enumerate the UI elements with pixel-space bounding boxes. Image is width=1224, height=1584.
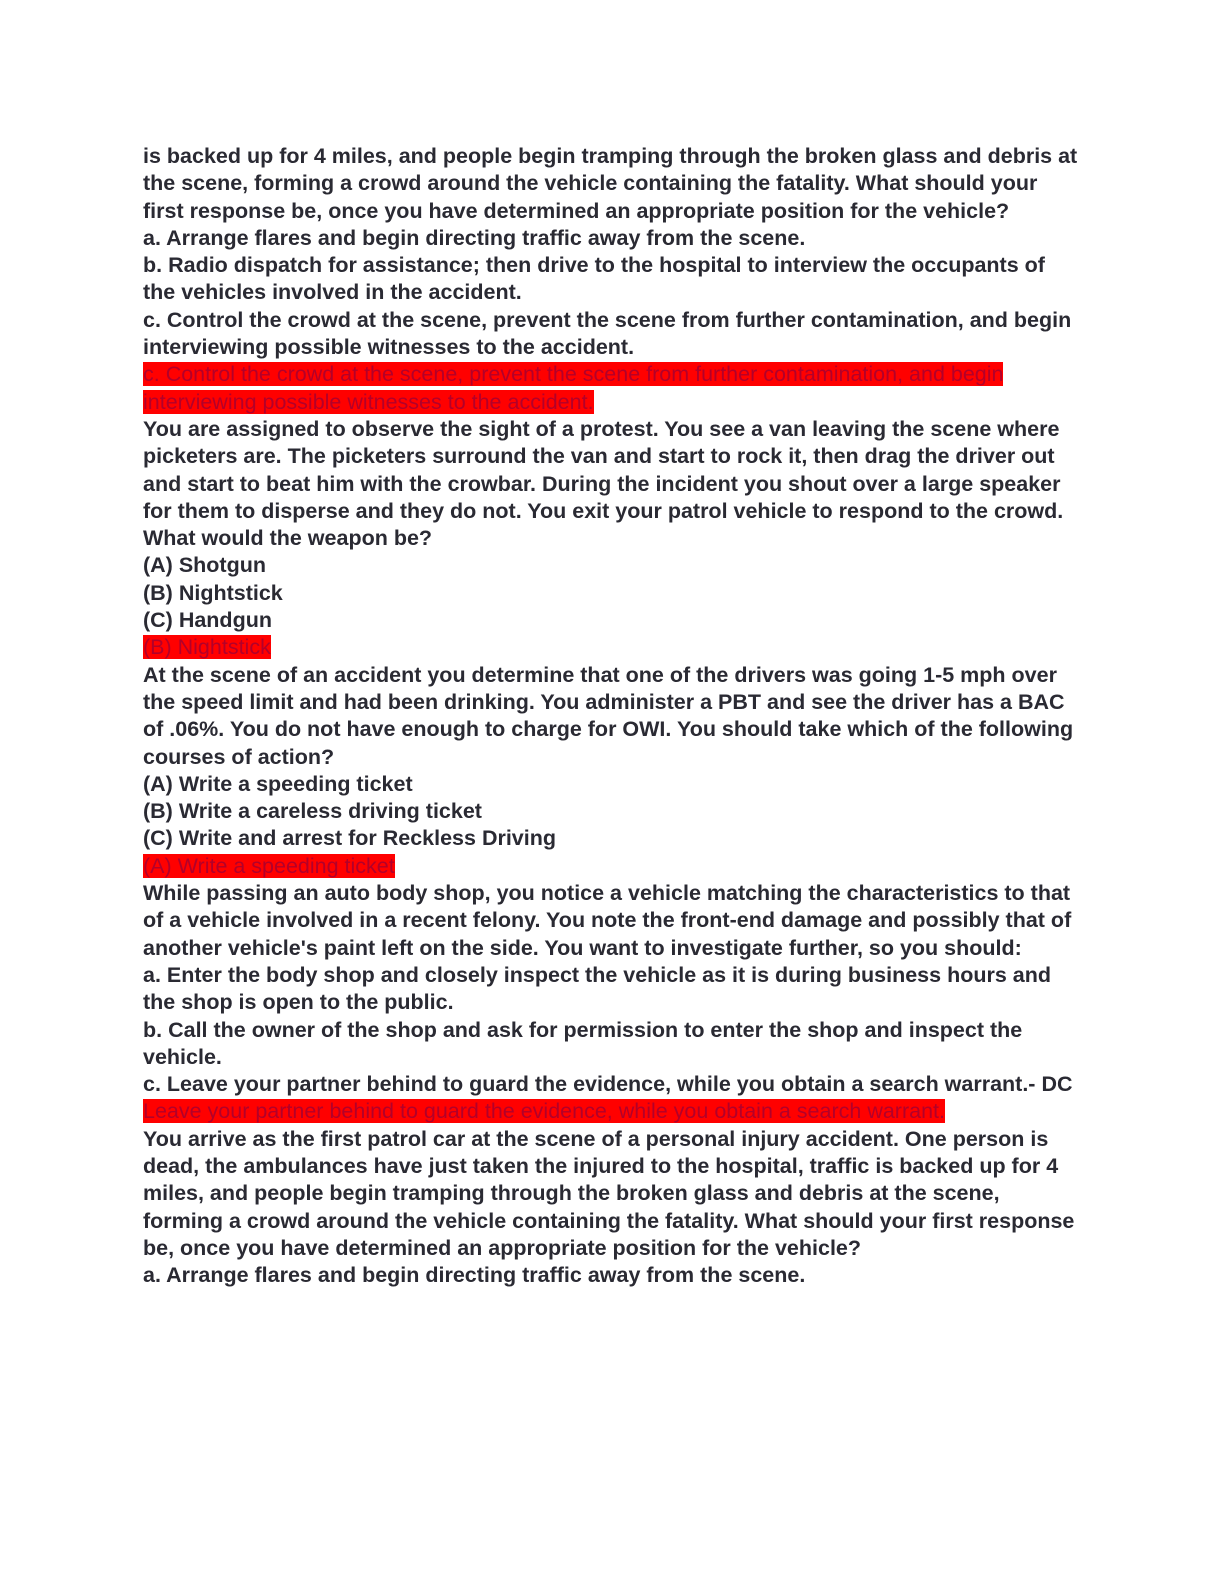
question-text: While passing an auto body shop, you notice a vehicle matching the characteristics to that of a vehicle involved in a recent felony. You note the front-end damage and possibly that of another vehicle's paint left on the side. You want to investigate further, so you should: bbox=[143, 881, 1072, 960]
option-b: (B) Write a careless driving ticket bbox=[143, 799, 482, 824]
option-c: c. Control the crowd at the scene, prevent the scene from further contamination, and begin interviewing possible witnesses to the accident. bbox=[143, 307, 1072, 360]
question-text: You are assigned to observe the sight of a protest. You see a van leaving the scene where picketers are. The picketers surround the van and start to rock it, then drag the driver out and start to beat him with the crowbar. During the incident you shout over a large speaker for them to disperse and they do not. You exit your patrol vehicle to respond to the crowd. What would the weapon be? bbox=[143, 416, 1064, 551]
option-c: (C) Write and arrest for Reckless Driving bbox=[143, 826, 557, 851]
highlighted-answer bbox=[143, 853, 1078, 880]
option-b: b. Radio dispatch for assistance; then drive to the hospital to interview the occupants of the vehicles involved in the accident. bbox=[143, 253, 1045, 305]
answer-highlight: (A) Write a speeding ticket bbox=[143, 853, 395, 878]
option-a: (A) Write a speeding ticket bbox=[143, 771, 413, 796]
answer-highlight: (B) Nightstick bbox=[143, 635, 271, 660]
option-c: (C) Handgun bbox=[143, 608, 272, 633]
option-b: b. Call the owner of the shop and ask for permission to enter the shop and inspect the vehicle. bbox=[143, 1017, 1023, 1069]
answer-highlight: Leave your partner behind to guard the evidence, while you obtain a search warrant. bbox=[143, 1099, 945, 1124]
question-text: is backed up for 4 miles, and people begin tramping through the broken glass and debris at the scene, forming a crowd around the vehicle containing the fatality. What should your first response be, once you have determined an appropriate position for the vehicle? bbox=[143, 144, 1078, 223]
option-a: (A) Shotgun bbox=[143, 553, 266, 578]
answer-highlight: c. Control the crowd at the scene, prevent the scene from further contamination, and begin interviewing possible witnesses to the accident. bbox=[143, 362, 1004, 414]
option-a: a. Arrange flares and begin directing traffic away from the scene. bbox=[143, 225, 806, 250]
question-text: You arrive as the first patrol car at the scene of a personal injury accident. One person is dead, the ambulances have just taken the injured to the hospital, traffic is backed up for 4 miles, and people begin tramping through the broken glass and debris at the scene, forming a crowd around the vehicle containing the fatality. What should your first response be, once you have determined an appropriate position for the vehicle? bbox=[143, 1126, 1075, 1260]
option-c: c. Leave your partner behind to guard the evidence, while you obtain a search warrant.- DC bbox=[143, 1072, 1073, 1097]
option-a: a. Enter the body shop and closely inspect the vehicle as it is during business hours and the shop is open to the public. bbox=[143, 962, 1051, 1015]
option-a: a. Arrange flares and begin directing traffic away from the scene. bbox=[143, 1263, 806, 1288]
document-body bbox=[143, 143, 1078, 1289]
highlighted-answer bbox=[143, 361, 1078, 416]
question-text: At the scene of an accident you determine that one of the drivers was going 1-5 mph over the speed limit and had been drinking. You administer a PBT and see the driver has a BAC of .06%. You do not have enough to charge for OWI. You should take which of the following courses of action? bbox=[143, 662, 1074, 769]
highlighted-answer bbox=[143, 1098, 1078, 1125]
option-b: (B) Nightstick bbox=[143, 580, 283, 605]
highlighted-answer bbox=[143, 634, 1078, 661]
